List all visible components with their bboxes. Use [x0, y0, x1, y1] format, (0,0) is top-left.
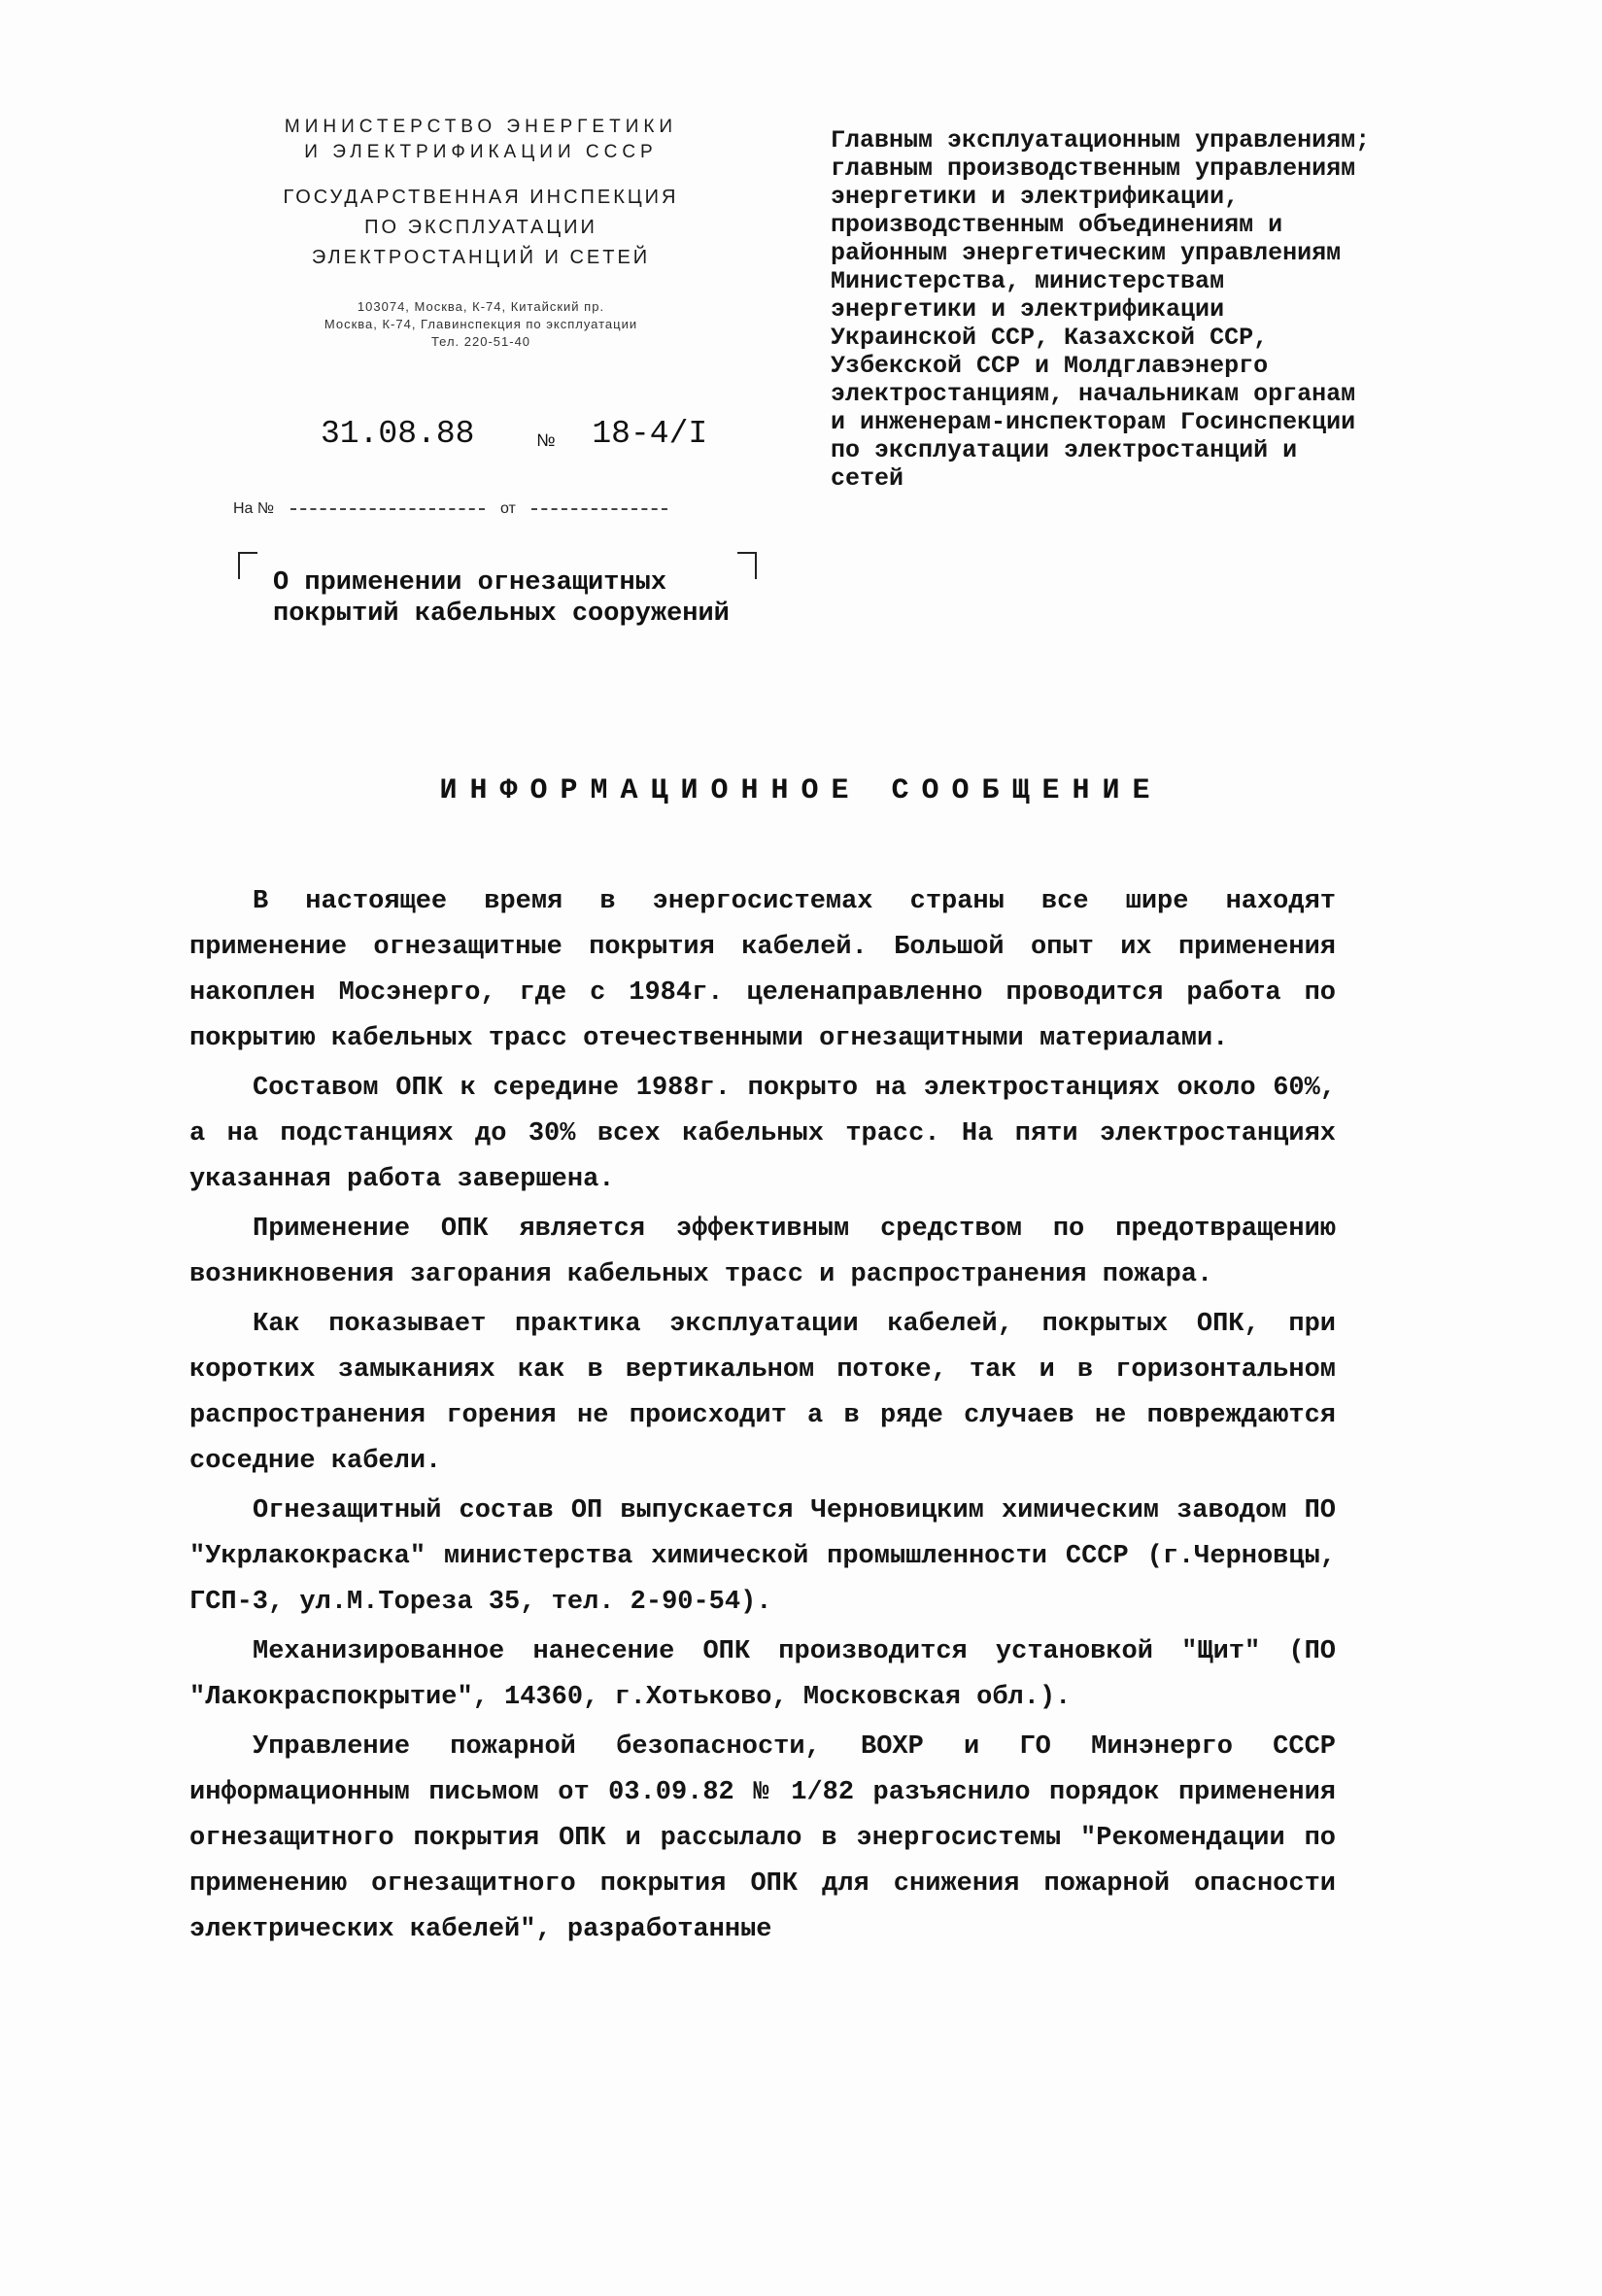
- ministry-line-2: И ЭЛЕКТРИФИКАЦИИ СССР: [304, 142, 658, 162]
- body-paragraph-5: Огнезащитный состав ОП выпускается Черновицким химическим заводом ПО "Укрлакокраска" министерства химической промышленности СССР (г.Черновцы, ГСП-3, ул.М.Тореза 35, тел. 2-90-54).: [189, 1496, 1336, 1617]
- body-paragraph-2: Составом ОПК к середине 1988г. покрыто на электростанциях около 60%, а на подстанциях до 30% всех кабельных трасс. На пяти электростанциях указанная работа завершена.: [189, 1074, 1336, 1194]
- address-line-1: 103074, Москва, К-74, Китайский пр.: [357, 299, 605, 314]
- inspection-line-3: ЭЛЕКТРОСТАНЦИЙ И СЕТЕЙ: [311, 247, 651, 268]
- address-line-3: Тел. 220-51-40: [430, 334, 531, 349]
- subject-bracket-left: [238, 552, 257, 579]
- body-paragraph-1: В настоящее время в энергосистемах страны все шире находят применение огнезащитные покрытия кабелей. Большой опыт их применения накоплен Мосэнерго, где с 1984г. целенаправленно проводится работа по покрытию кабельных трасс отечественными огнезащитными материалами.: [189, 887, 1336, 1053]
- body-paragraph-3: Применение ОПК является эффективным средством по предотвращению возникновения загорания кабельных трасс и распространения пожара.: [189, 1215, 1336, 1289]
- reference-from-label: от: [499, 500, 516, 517]
- ministry-name: [223, 115, 738, 165]
- inspection-name: [223, 183, 738, 273]
- subject-block: [248, 554, 743, 630]
- ministry-line-1: МИНИСТЕРСТВО ЭНЕРГЕТИКИ: [284, 117, 678, 137]
- number-sign: №: [536, 430, 556, 450]
- addressee-block: Главным эксплуатационным управлениям; главным производственным управлениям энергетики и электрификации, производственным объединениям и районным энергетическим управлениям Министерства, министерствам энергетики и электрификации Украинской ССР, Казахской ССР, Узбекской ССР и Молдглавэнерго электростанциям, начальникам органам и инженерам-инспекторам Госинспекции по эксплуатации электростанций и сетей: [831, 126, 1371, 493]
- address-line-2: Москва, К-74, Главинспекция по эксплуатации: [324, 317, 638, 331]
- registration-number: 18-4/I: [592, 416, 708, 452]
- sender-address: [223, 298, 738, 351]
- subject-bracket-right: [737, 552, 757, 579]
- body-paragraph-6: Механизированное нанесение ОПК производится установкой "Щит" (ПО "Лакокраспокрытие", 14360, г.Хотьково, Московская обл.).: [189, 1637, 1336, 1712]
- body-paragraph-4: Как показывает практика эксплуатации кабелей, покрытых ОПК, при коротких замыканиях как в вертикальном потоке, так и в горизонтальном распространения горения не происходит а в ряде случаев не повреждаются соседние кабели.: [189, 1310, 1336, 1476]
- reference-date-blank: [531, 508, 667, 510]
- registration-date: 31.08.88: [321, 416, 475, 452]
- registration-line: [321, 416, 729, 452]
- inspection-line-2: ПО ЭКСПЛУАТАЦИИ: [364, 217, 597, 238]
- document-body: [189, 879, 1336, 1957]
- document-title: ИНФОРМАЦИОННОЕ СООБЩЕНИЕ: [439, 774, 1163, 807]
- reference-line: [233, 500, 719, 518]
- inspection-line-1: ГОСУДАРСТВЕННАЯ ИНСПЕКЦИЯ: [283, 187, 679, 208]
- reference-number-blank: [290, 508, 485, 510]
- body-paragraph-7: Управление пожарной безопасности, ВОХР и ГО Минэнерго СССР информационным письмом от 03.09.82 № 1/82 разъяснило порядок применения огнезащитного покрытия ОПК и рассылало в энергосистемы "Рекомендации по применению огнезащитного покрытия ОПК для снижения пожарной опасности электрических кабелей", разработанные: [189, 1732, 1336, 1944]
- sender-header: [223, 115, 738, 351]
- subject-text: О применении огнезащитных покрытий кабельных сооружений: [273, 568, 730, 629]
- reference-prefix: На №: [233, 500, 275, 517]
